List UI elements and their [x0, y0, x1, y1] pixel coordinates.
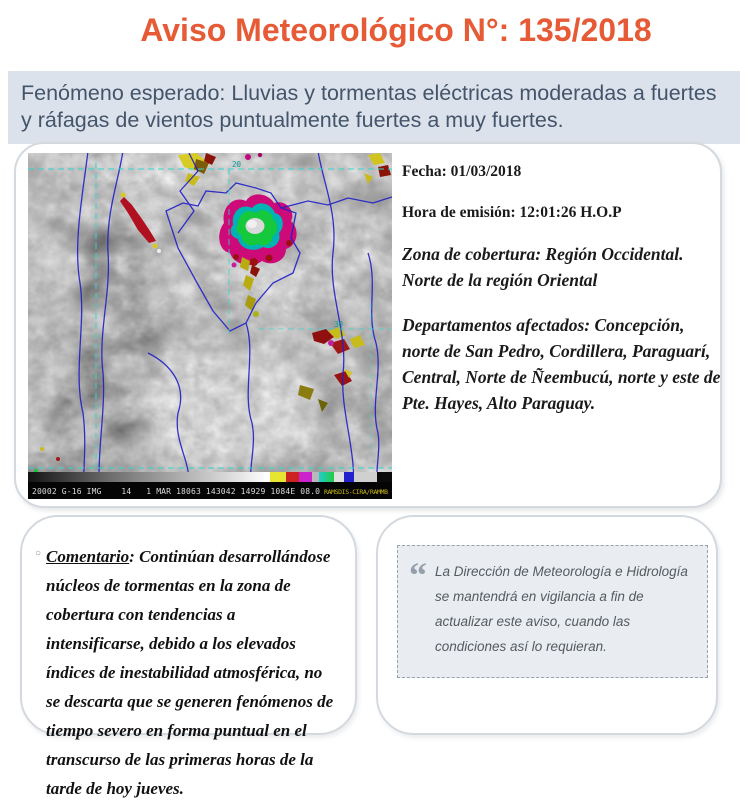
note-text: La Dirección de Meteorología e Hidrología se mantendrá en vigilancia a fin de actualizar este aviso, cuando las condiciones así lo requieran.: [435, 564, 688, 654]
satellite-caption: 20002 G-16 IMG 14 1 MAR 18063 143042 14929 1084E 08.0: [32, 487, 320, 496]
advisory-details: [402, 154, 722, 416]
comment-label: Comentario: [46, 547, 130, 566]
satellite-caption-bar: [28, 482, 392, 499]
hora-row: [402, 204, 722, 222]
comment-panel: [20, 515, 357, 798]
fecha-label: Fecha:: [402, 163, 447, 180]
hora-value: 12:01:26 H.O.P: [519, 204, 622, 221]
comment-body: : Continúan desarrollándose núcleos de tormentas en la zona de cobertura con tendencias a intensificarse, debido a los elevados índices de inestabilidad atmosférica, no se descarta que se generen fenómenos de tiempo severo en forma puntual en el transcurso de las primeras horas de la tarde de hoy jueves.: [46, 547, 334, 798]
color-scale-bar: [28, 472, 392, 482]
zona-label: Zona de cobertura:: [402, 244, 542, 264]
fecha-value: 01/03/2018: [450, 163, 522, 180]
bullet-icon: ○: [35, 548, 42, 559]
zona-paragraph: [402, 241, 722, 293]
satellite-svg: [28, 153, 392, 499]
hora-label: Hora de emisión:: [402, 204, 516, 221]
phenomenon-text: Fenómeno esperado: Lluvias y tormentas eléctricas moderadas a fuertes y ráfagas de vientos puntualmente fuertes a muy fuertes.: [21, 81, 717, 132]
satellite-image: [28, 153, 392, 499]
departamentos-label: Departamentos afectados:: [402, 315, 591, 335]
satellite-caption-credit: RAMSDIS-CIRA/RAMMB: [324, 488, 388, 496]
zona-text: Región Occidental. Norte de la región Oriental: [402, 244, 684, 290]
grid-label-30: 30: [334, 320, 344, 329]
phenomenon-banner: [8, 71, 740, 144]
departamentos-text: Concepción, norte de San Pedro, Cordillera, Paraguarí, Central, Norte de Ñeembucú, norte y este de Pte. Hayes, Alto Paraguay.: [402, 315, 721, 413]
quote-box: [397, 545, 708, 678]
quote-icon: “: [409, 555, 427, 595]
comment-text: [46, 542, 335, 803]
grid-label-20: 20: [232, 160, 242, 169]
main-panel: [14, 142, 722, 508]
fecha-row: [402, 163, 722, 181]
departamentos-paragraph: [402, 312, 722, 416]
note-panel: [376, 515, 718, 735]
page-title: Aviso Meteorológico N°: 135/2018: [140, 12, 652, 48]
